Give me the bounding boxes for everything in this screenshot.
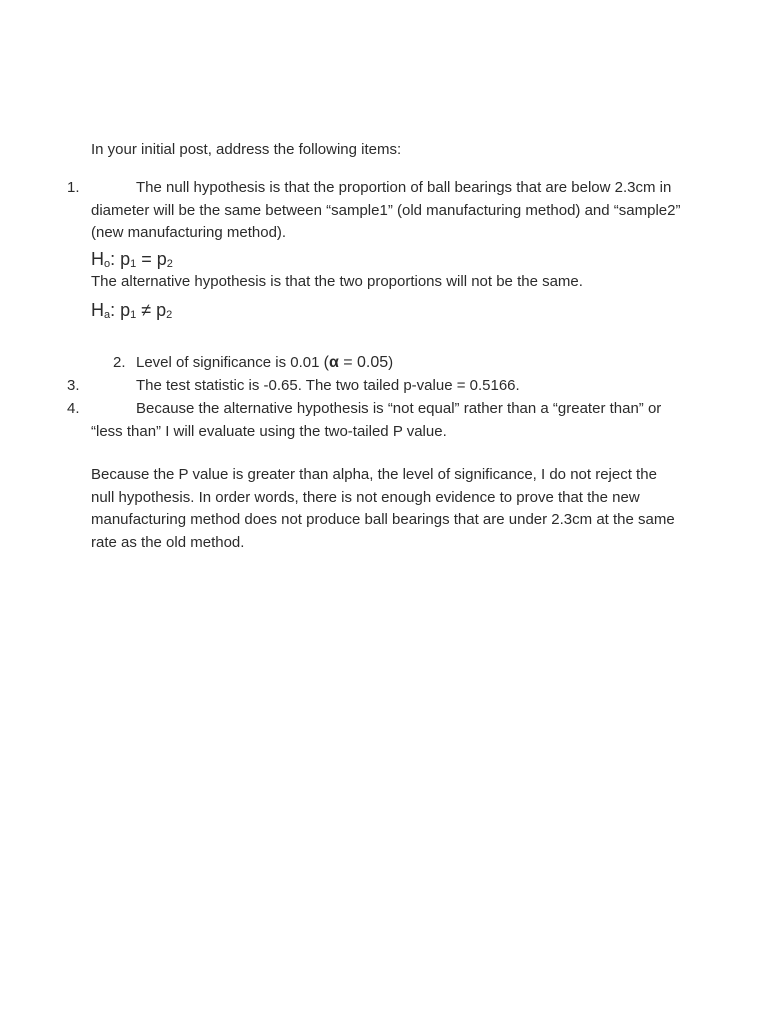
item-3-number: 3. <box>67 377 80 394</box>
conclusion-paragraph: Because the P value is greater than alpha, the level of significance, I do not reject the null hypothesis. In order words, there is not enough evidence to prove that the new manufacturing method does not produce ball bearings that are under 2.3cm at the same rate as the old method. <box>91 466 675 551</box>
item-4-number: 4. <box>67 400 80 417</box>
item-2-number: 2. <box>113 354 126 371</box>
item-4-text: Because the alternative hypothesis is “not equal” rather than a “greater than” or “less than” I will evaluate using the two-tailed P value. <box>91 400 662 440</box>
alternative-hypothesis-text: The alternative hypothesis is that the two proportions will not be the same. <box>91 273 583 290</box>
alternative-hypothesis-formula: $H_a$: $p_1 \ne p_2$ <box>91 300 173 321</box>
alpha-symbol: α <box>328 354 339 371</box>
item-2-text: Level of significance is 0.01 (α = 0.05) <box>136 354 394 371</box>
item-1-number: 1. <box>67 179 80 196</box>
item-3-text: The test statistic is -0.65. The two tailed p-value = 0.5166. <box>136 377 520 394</box>
item-1-text: The null hypothesis is that the proportion of ball bearings that are below 2.3cm in diameter will be the same between “sample1” (old manufacturing method) and “sample2” (new manufacturing method). <box>91 179 681 241</box>
null-hypothesis-formula: $H_o$: $p_1 = p_2$ <box>91 249 173 270</box>
intro-text: In your initial post, address the following items: <box>91 141 402 158</box>
